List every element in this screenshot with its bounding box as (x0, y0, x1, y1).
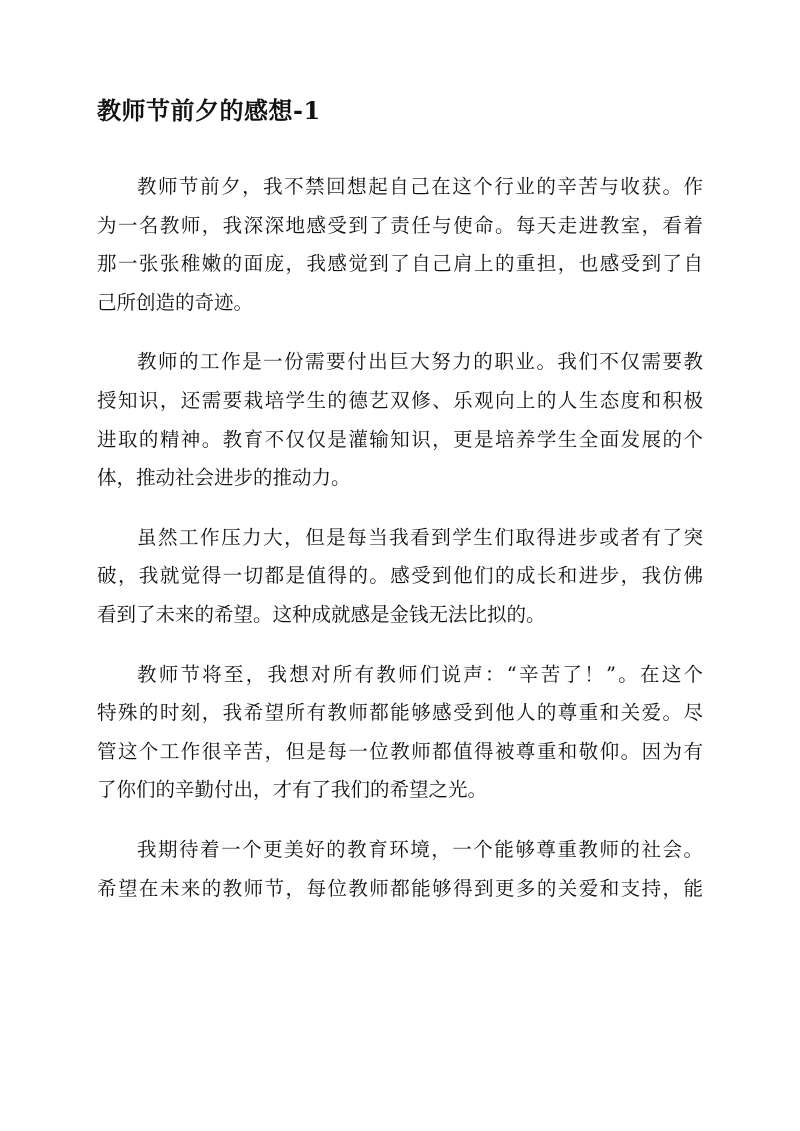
paragraph-line: 看到了未来的希望。这种成就感是金钱无法比拟的。 (97, 602, 546, 626)
document-title: 教师节前夕的感想-1 (97, 96, 321, 125)
paragraph-line: 教师节前夕，我不禁回想起自己在这个行业的辛苦与收获。作 (137, 175, 703, 198)
paragraph-3 (97, 519, 703, 635)
paragraph-line: 教师的工作是一份需要付出巨大努力的职业。我们不仅需要教 (137, 350, 703, 374)
paragraph-4 (97, 656, 703, 810)
paragraph-line: 管这个工作很辛苦，但是每一位教师都值得被尊重和敬仰。因为有 (97, 739, 703, 763)
paragraph-line: 为一名教师，我深深地感受到了责任与使命。每天走进教室，看着 (97, 213, 703, 237)
paragraph-line: 希望在未来的教师节，每位教师都能够得到更多的关爱和支持，能 (97, 876, 703, 900)
paragraph-1 (97, 168, 703, 322)
paragraph-line: 虽然工作压力大，但是每当我看到学生们取得进步或者有了突 (137, 525, 703, 549)
paragraph-line: 了你们的辛勤付出，才有了我们的希望之光。 (97, 778, 488, 802)
paragraph-line: 破，我就觉得一切都是值得的。感受到他们的成长和进步，我仿佛 (97, 564, 703, 588)
paragraph-line: 授知识，还需要栽培学生的德艺双修、乐观向上的人生态度和积极 (97, 388, 703, 412)
paragraph-line: 体，推动社会进步的推动力。 (97, 466, 351, 490)
paragraph-2 (97, 343, 703, 497)
paragraph-5 (97, 831, 703, 908)
document-body (97, 168, 703, 929)
paragraph-line: 特殊的时刻，我希望所有教师都能够感受到他人的尊重和关爱。尽 (97, 701, 703, 725)
paragraph-line: 我期待着一个更美好的教育环境，一个能够尊重教师的社会。 (137, 837, 703, 861)
paragraph-line: 那一张张稚嫩的面庞，我感觉到了自己肩上的重担，也感受到了自 (97, 252, 703, 276)
paragraph-line: 己所创造的奇迹。 (97, 290, 254, 314)
paragraph-line: 进取的精神。教育不仅仅是灌输知识，更是培养学生全面发展的个 (97, 427, 703, 451)
paragraph-line: 教师节将至，我想对所有教师们说声：“辛苦了！”。在这个 (137, 662, 703, 686)
